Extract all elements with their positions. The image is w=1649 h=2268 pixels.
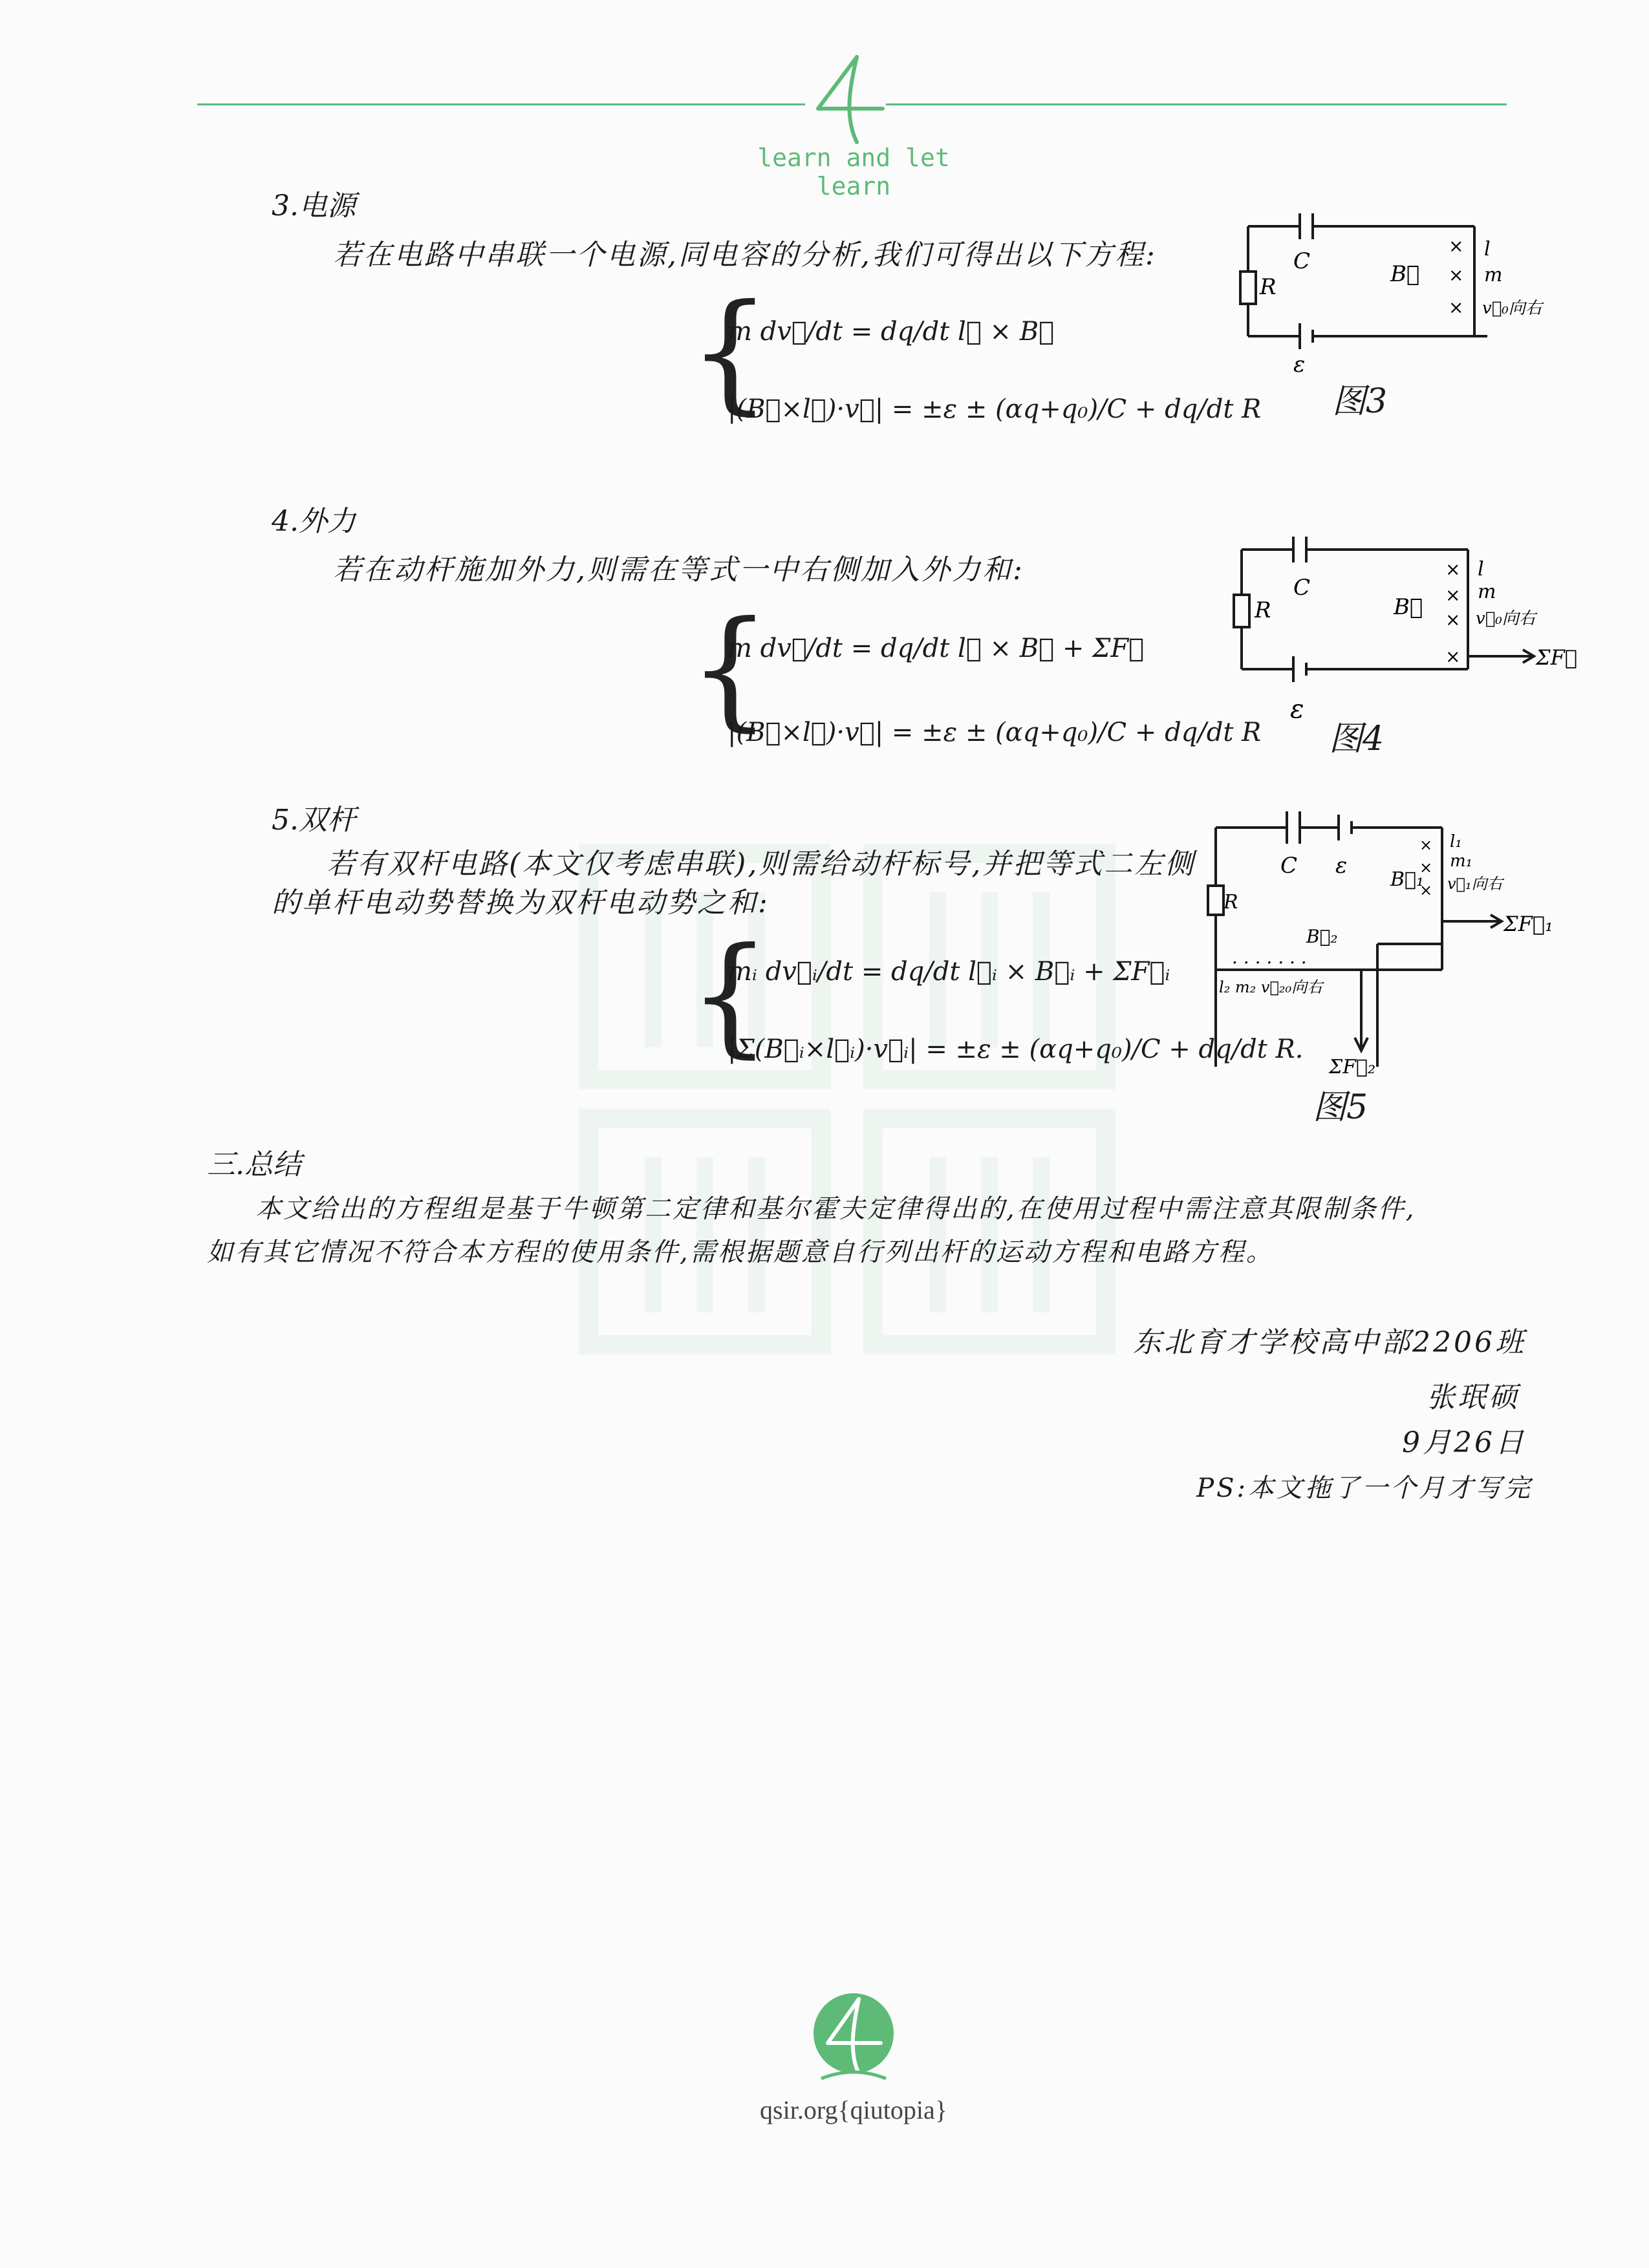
figure5-cross-1: × (1419, 836, 1433, 854)
figure4-label-l: l (1478, 558, 1484, 581)
figure5-label-r: R (1223, 891, 1238, 914)
figure3-caption: 图3 (1332, 382, 1388, 421)
header-rule-right (886, 103, 1507, 105)
section5-text-line1: 若有双杆电路(本文仅考虑串联),则需给动杆标号,并把等式二左侧 (327, 848, 1196, 881)
section3-eq2: |(B⃗×l⃗)·v⃗| = ±ε ± (αq+q₀)/C + dq/dt R (727, 394, 1262, 424)
section4-brace: { (689, 594, 771, 744)
figure4-label-m: m (1478, 581, 1496, 603)
figure5-circuit (1196, 802, 1584, 1080)
summary-line2: 如有其它情况不符合本方程的使用条件,需根据题意自行列出杆的运动方程和电路方程。 (207, 1237, 1274, 1267)
section4-text: 若在动杆施加外力,则需在等式一中右侧加入外力和: (333, 553, 1024, 586)
header-rule-left (197, 103, 805, 105)
figure5-label-v1: v⃗₁向右 (1447, 875, 1503, 893)
logo-four-icon (805, 52, 889, 149)
figure3-label-r: R (1260, 274, 1277, 300)
figure4-cross-4: × (1445, 646, 1461, 667)
figure5-dots: . . . . . . . (1232, 947, 1307, 968)
footer-site: qsir.org{qiutopia} (760, 2095, 947, 2124)
signature-name: 张珉硕 (1427, 1381, 1520, 1414)
figure5-caption: 图5 (1313, 1088, 1368, 1127)
section3-eq1: m dv⃗/dt = dq/dt l⃗ × B⃗ (727, 317, 1055, 347)
figure4-label-c: C (1293, 575, 1311, 601)
figure3-label-e: ε (1293, 352, 1306, 378)
figure4-caption: 图4 (1329, 720, 1385, 758)
figure5-label-b1: B⃗₁ (1390, 868, 1425, 891)
section4-eq2: |(B⃗×l⃗)·v⃗| = ±ε ± (αq+q₀)/C + dq/dt R (727, 718, 1262, 747)
figure5-cross-3: × (1419, 881, 1433, 899)
section4-heading: 4.外力 (272, 505, 356, 538)
figure5-cross-2: × (1419, 859, 1433, 877)
figure3-label-b: B⃗ (1390, 261, 1420, 287)
figure3-label-c: C (1293, 248, 1311, 274)
figure5-label-f1: ΣF⃗₁ (1503, 912, 1553, 936)
signature-school: 东北育才学校高中部2206班 (1133, 1326, 1526, 1359)
summary-heading: 三.总结 (207, 1148, 301, 1181)
figure5-label-f2: ΣF⃗₂ (1329, 1056, 1376, 1078)
figure3-cross-3: × (1449, 297, 1464, 318)
figure3-cross-1: × (1449, 235, 1464, 257)
signature-date: 9月26日 (1402, 1426, 1526, 1459)
figure5-label-c: C (1280, 853, 1298, 879)
figure3-label-l: l (1484, 238, 1491, 261)
figure4-cross-3: × (1445, 609, 1461, 630)
figure4-label-f: ΣF⃗ (1536, 645, 1578, 670)
figure5-label-l2m2v2: l₂ m₂ v⃗₂₀向右 (1219, 978, 1323, 996)
figure3-circuit (1229, 207, 1591, 414)
section4-eq1: m dv⃗/dt = dq/dt l⃗ × B⃗ + ΣF⃗ (727, 634, 1145, 663)
section3-text: 若在电路中串联一个电源,同电容的分析,我们可得出以下方程: (333, 239, 1157, 272)
section3-brace: { (689, 277, 771, 427)
summary-line1: 本文给出的方程组是基于牛顿第二定律和基尔霍夫定律得出的,在使用过程中需注意其限制条件, (255, 1194, 1416, 1224)
signature-ps: PS:本文拖了一个月才写完 (1196, 1473, 1533, 1503)
figure3-label-v0: v⃗₀向右 (1482, 299, 1542, 318)
section5-eq1: mᵢ dv⃗ᵢ/dt = dq/dt l⃗ᵢ × B⃗ᵢ + ΣF⃗ᵢ (727, 957, 1170, 987)
header-tagline: learn and let learn (757, 144, 950, 200)
figure5-label-l1: l₁ (1450, 832, 1462, 851)
figure4-circuit (1222, 530, 1584, 731)
figure4-cross-1: × (1445, 559, 1461, 580)
section5-eq2: |Σ(B⃗ᵢ×l⃗ᵢ)·v⃗ᵢ| = ±ε ± (αq+q₀)/C + dq/dt R. (727, 1034, 1304, 1064)
figure4-label-e: ε (1290, 694, 1304, 724)
figure5-label-b2: B⃗₂ (1306, 926, 1338, 947)
figure4-label-v0: v⃗₀向右 (1476, 609, 1536, 628)
figure4-cross-2: × (1445, 584, 1461, 606)
figure4-label-r: R (1255, 597, 1271, 623)
figure5-label-m1: m₁ (1450, 851, 1473, 871)
section5-heading: 5.双杆 (272, 804, 356, 837)
figure4-label-b: B⃗ (1394, 594, 1423, 620)
figure3-label-m: m (1484, 264, 1503, 286)
section5-text-line2: 的单杆电动势替换为双杆电动势之和: (272, 886, 770, 919)
figure5-label-e: ε (1335, 853, 1348, 879)
figure3-cross-2: × (1449, 264, 1464, 286)
footer-logo-icon (808, 1991, 899, 2088)
section3-heading: 3.电源 (272, 189, 356, 222)
section5-brace: { (689, 920, 771, 1071)
